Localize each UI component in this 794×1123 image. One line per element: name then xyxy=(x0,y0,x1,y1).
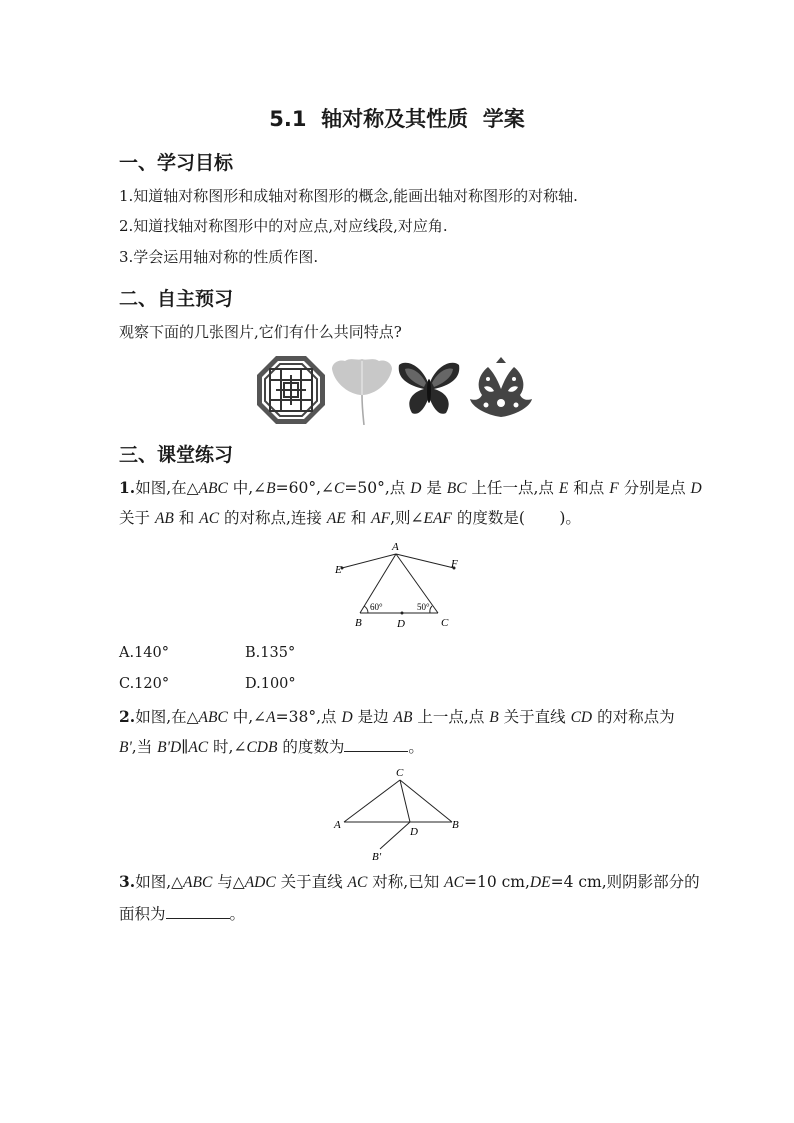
q-text: =10 cm, xyxy=(463,873,530,891)
q-var: ABC xyxy=(198,480,228,497)
option-c[interactable]: C.120° xyxy=(119,676,170,692)
question-3-line-1 xyxy=(119,872,700,893)
q-text: =60°,∠ xyxy=(275,479,335,497)
q-var: AE xyxy=(326,510,346,527)
label-d: D xyxy=(410,826,418,838)
option-a[interactable]: A.140° xyxy=(119,645,170,661)
q-text: 的度数为 xyxy=(277,738,345,756)
q-text: 和 xyxy=(345,509,372,527)
q-text: 的对称点为 xyxy=(592,708,675,726)
q-var: AC xyxy=(444,874,464,891)
q-text: 上任一点,点 xyxy=(466,479,559,497)
q-var: ABC xyxy=(183,874,213,891)
label-a: A xyxy=(392,541,399,553)
question-1-line-1 xyxy=(119,478,702,499)
q-text: =4 cm,则阴影部分的 xyxy=(550,873,700,891)
q-text: 如图,△ xyxy=(135,873,184,891)
double-happiness-window-icon xyxy=(256,355,326,425)
q-var: CD xyxy=(570,709,593,726)
q-text: 关于 xyxy=(119,509,155,527)
option-b[interactable]: B.135° xyxy=(245,645,296,661)
q-var: BC xyxy=(446,480,467,497)
ginkgo-leaf-icon xyxy=(329,355,395,425)
q-text: 上一点,点 xyxy=(412,708,490,726)
q-text: 面积为 xyxy=(119,905,166,923)
q-var: C xyxy=(334,480,345,497)
label-b-prime: B′ xyxy=(372,851,382,863)
q-text: 和 xyxy=(173,509,200,527)
q-var: E xyxy=(558,480,569,497)
question-2-figure xyxy=(330,764,464,864)
q-text: 中,∠ xyxy=(227,479,267,497)
question-number: 2. xyxy=(119,707,136,726)
label-a: A xyxy=(334,819,341,831)
q-text: 与△ xyxy=(212,873,245,891)
q-var: D xyxy=(690,480,702,497)
question-number: 1. xyxy=(119,478,136,497)
q-var: AC xyxy=(188,739,209,756)
q-var: B xyxy=(489,709,499,726)
q-text: =38°,点 xyxy=(275,708,342,726)
label-f: F xyxy=(451,558,458,570)
objective-item-1: 1.知道轴对称图形和成轴对称图形的概念,能画出轴对称图形的对称轴. xyxy=(119,187,578,205)
q-text: 是边 xyxy=(352,708,394,726)
q-text: 的度数是( )。 xyxy=(451,509,581,527)
q-text: =50°,点 xyxy=(344,479,411,497)
q-var: DE xyxy=(529,874,551,891)
label-b: B xyxy=(355,617,362,629)
section-heading-preview: 二、自主预习 xyxy=(119,288,234,310)
question-1-figure xyxy=(330,538,464,632)
q-text: ,则∠ xyxy=(390,509,424,527)
label-b: B xyxy=(452,819,459,831)
answer-blank[interactable] xyxy=(166,904,230,919)
label-e: E xyxy=(335,564,342,576)
page-title: 5.1 轴对称及其性质 学案 xyxy=(269,107,525,131)
q-text: 是 xyxy=(421,479,447,497)
section-heading-exercises: 三、课堂练习 xyxy=(119,444,234,466)
q-var: F xyxy=(609,480,619,497)
question-2-line-1 xyxy=(119,707,675,728)
q-text: 对称,已知 xyxy=(367,873,445,891)
section-heading-objectives: 一、学习目标 xyxy=(119,152,234,174)
q-text: 关于直线 xyxy=(275,873,348,891)
q-var: D xyxy=(410,480,422,497)
q-text: 中,∠ xyxy=(227,708,267,726)
question-1-line-2 xyxy=(119,508,581,529)
q-var: CDB xyxy=(246,739,278,756)
answer-blank[interactable] xyxy=(344,737,408,752)
q-var: ABC xyxy=(198,709,228,726)
label-c: C xyxy=(441,617,449,629)
q-text: 如图,在△ xyxy=(135,479,199,497)
question-number: 3. xyxy=(119,872,136,891)
q-text: ∥ xyxy=(181,738,189,756)
angle-b-label: 60° xyxy=(370,602,383,612)
q-text: 关于直线 xyxy=(498,708,571,726)
preview-prompt: 观察下面的几张图片,它们有什么共同特点? xyxy=(119,323,402,341)
q-var: B'D xyxy=(157,739,182,756)
q-var: AB xyxy=(393,709,413,726)
q-var: ADC xyxy=(244,874,276,891)
q-text: 如图,在△ xyxy=(135,708,199,726)
q-text: 和点 xyxy=(568,479,610,497)
angle-c-label: 50° xyxy=(417,602,430,612)
option-d[interactable]: D.100° xyxy=(245,676,296,692)
label-c: C xyxy=(396,767,404,779)
objective-item-2: 2.知道找轴对称图形中的对应点,对应线段,对应角. xyxy=(119,217,448,235)
q-text: ,当 xyxy=(131,738,158,756)
q-var: D xyxy=(341,709,353,726)
q-var: EAF xyxy=(423,510,452,527)
q-text: 的对称点,连接 xyxy=(219,509,327,527)
q-var: AB xyxy=(154,510,174,527)
label-d: D xyxy=(397,618,405,630)
q-var: AC xyxy=(347,874,368,891)
q-var: A xyxy=(266,709,276,726)
objective-item-3: 3.学会运用轴对称的性质作图. xyxy=(119,248,319,266)
q-text: 。 xyxy=(229,905,246,923)
q-var: AF xyxy=(371,510,391,527)
question-3-line-2 xyxy=(119,904,245,924)
q-var: B xyxy=(266,480,276,497)
q-var: B' xyxy=(119,739,132,756)
butterfly-icon xyxy=(396,355,462,425)
twin-fish-papercut-icon xyxy=(466,355,536,425)
q-text: 。 xyxy=(408,738,424,756)
q-text: 时,∠ xyxy=(208,738,247,756)
q-var: AC xyxy=(199,510,220,527)
q-text: 分别是点 xyxy=(618,479,691,497)
question-2-line-2 xyxy=(119,737,424,758)
